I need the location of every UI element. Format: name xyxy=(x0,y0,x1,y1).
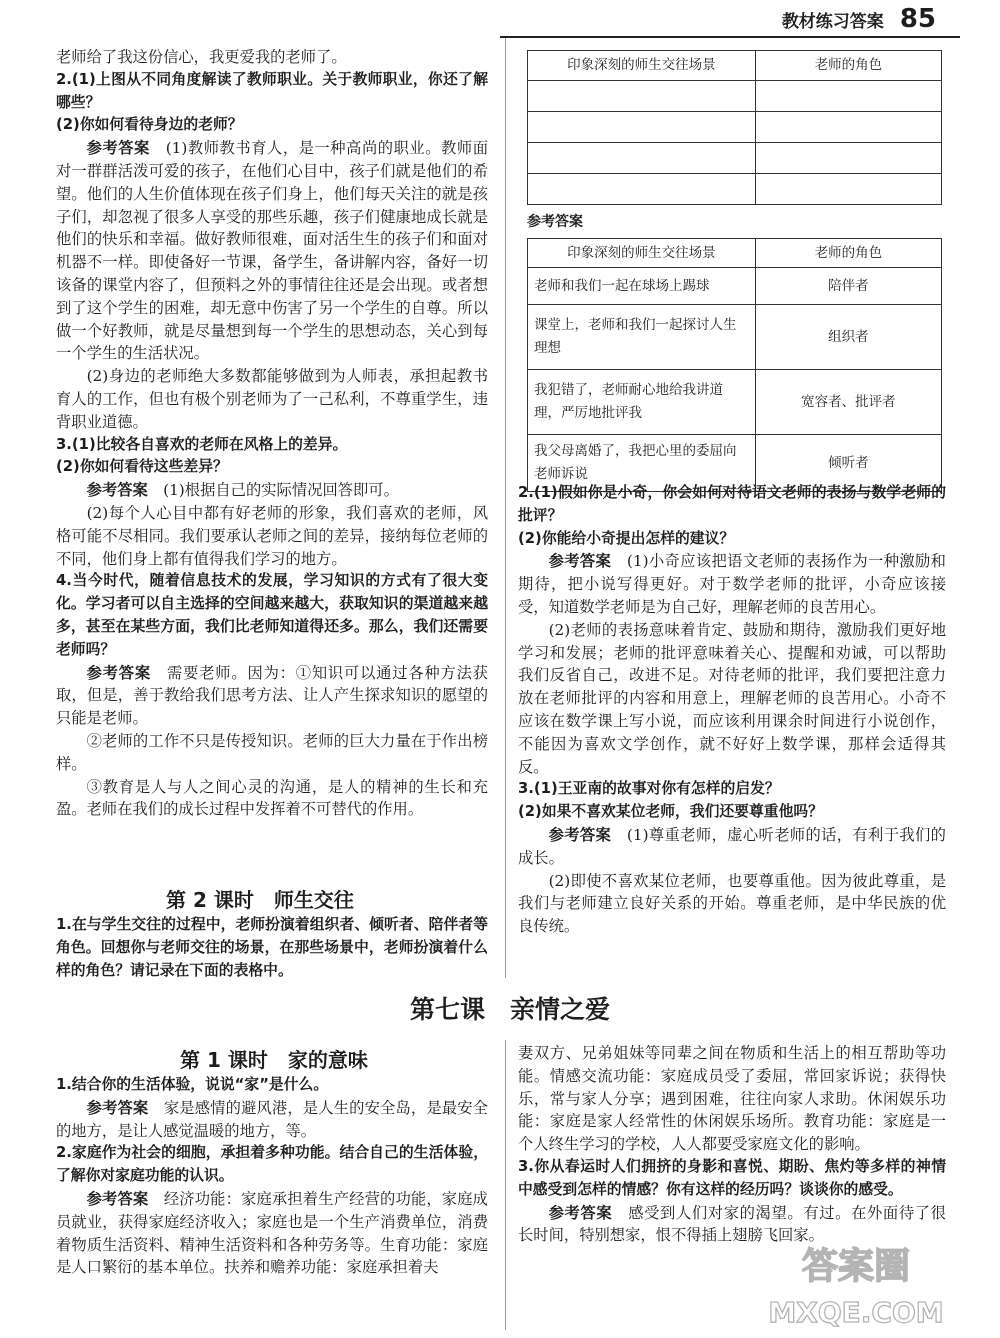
answer-table-row xyxy=(528,370,942,435)
blank-table-cell xyxy=(528,111,756,142)
answer-continuation: ②老师的工作不只是传授知识。老师的巨大力量在于作出榜样。 xyxy=(56,731,488,773)
answer-label: 参考答案 xyxy=(86,139,150,158)
answer-table-header-role: 老师的角色 xyxy=(755,238,941,268)
question-text: 3.你从春运时人们拥挤的身影和喜悦、期盼、焦灼等多样的神情中感受到怎样的情感？你有这样的经历吗？谈谈你的感受。 xyxy=(518,1157,946,1198)
answer-paragraph xyxy=(518,824,946,870)
answer-label: 参考答案 xyxy=(548,552,612,571)
answer-table-label: 参考答案 xyxy=(527,213,583,230)
answer-paragraph xyxy=(56,662,488,730)
blank-table-cell xyxy=(755,80,941,111)
answer-table-header-scene: 印象深刻的师生交往场景 xyxy=(528,238,756,268)
column-divider-bottom xyxy=(505,1040,506,1330)
answer-text: (1)小奇应该把语文老师的表扬作为一种激励和期待，把小说写得更好。对于数学老师的批评，小奇应该接受，知道数学老师是为自己好，理解老师的良苦用心。 xyxy=(518,552,946,616)
answer-continuation: (2)每个人心目中都有好老师的形象，我们喜欢的老师，风格可能不尽相同。我们要承认老师之间的差异，接纳每位老师的不同，他们身上都有值得我们学习的地方。 xyxy=(56,503,488,568)
answer-table-row xyxy=(528,268,942,305)
answer-label: 参考答案 xyxy=(548,825,612,844)
watermark-main: 答案圈 xyxy=(801,1246,911,1287)
answer-label: 参考答案 xyxy=(86,1098,149,1117)
page-header xyxy=(782,4,936,34)
watermark-logo xyxy=(738,1238,974,1334)
watermark-sub: MXQE.COM xyxy=(768,1296,944,1329)
answer-paragraph xyxy=(518,550,946,618)
role-cell: 宽容者、批评者 xyxy=(755,370,941,435)
question-text: 3.(1)王亚南的故事对你有怎样的启发？ xyxy=(518,780,780,798)
question-text: (2)你能给小奇提出怎样的建议？ xyxy=(518,529,735,547)
body-text: 妻双方、兄弟姐妹等同辈之间在物质和生活上的相互帮助等功能。情感交流功能：家庭成员受了委屈，常回家诉说；获得快乐，常与家人分享；遇到困难，往往向家人求助。休闲娱乐功能：家庭是家人经常性的休闲娱乐场所。教育功能：家庭是一个人终生学习的学校，人人都要受家庭文化的影响。 xyxy=(518,1044,946,1154)
left-column xyxy=(56,46,488,821)
answer-text: (1)尊重老师，虚心听老师的话，有利于我们的成长。 xyxy=(518,825,946,867)
header-rule xyxy=(500,36,960,38)
bottom-right-column xyxy=(518,1042,946,1247)
blank-table-row xyxy=(528,111,942,142)
blank-table xyxy=(527,50,942,205)
blank-table-row xyxy=(528,173,942,204)
scene-cell: 我犯错了，老师耐心地给我讲道理，严厉地批评我 xyxy=(528,370,756,435)
question-text: (2)你如何看待这些差异？ xyxy=(56,458,228,476)
chapter7-lesson1-heading: 第 1 课时 家的意味 xyxy=(180,1048,368,1072)
answer-label: 参考答案 xyxy=(548,1203,613,1222)
answer-label: 参考答案 xyxy=(86,481,148,500)
tables-block xyxy=(527,50,942,492)
answer-text: 家是感情的避风港，是人生的安全岛，是最安全的地方，是让人感觉温暖的地方，等。 xyxy=(56,1098,488,1140)
answer-continuation: (2)老师的表扬意味着肯定、鼓励和期待，激励我们更好地学习和发展；老师的批评意味着关心、提醒和劝诫，可以帮助我们反省自己，改进不足。对待老师的批评，我们要把注意力放在老师批评的内容和用意上，理解老师的良苦用心。小奇不应该在数学课上写小说，而应该利用课余时间进行小说创作，不能因为喜欢文学创作，就不好好上数学课，那样会适得其反。 xyxy=(518,620,946,776)
question-text: 2.(1)假如你是小奇，你会如何对待语文老师的表扬与数学老师的批评？ xyxy=(518,484,946,524)
blank-table-cell xyxy=(755,142,941,173)
question-text: 2.(1)上图从不同角度解读了教师职业。关于教师职业，你还了解哪些？ xyxy=(56,70,488,111)
answer-paragraph xyxy=(56,137,488,365)
scene-cell: 老师和我们一起在球场上踢球 xyxy=(528,268,756,305)
blank-table-cell xyxy=(755,111,941,142)
question-text: 4.当今时代，随着信息技术的发展，学习知识的方式有了很大变化。学习者可以自主选择的空间越来越大，获取知识的渠道越来越多，甚至在某些方面，我们比老师知道得还多。那么，我们还需要老师吗？ xyxy=(56,572,488,658)
role-cell: 陪伴者 xyxy=(755,268,941,305)
answer-text: 经济功能：家庭承担着生产经营的功能，家庭成员就业，获得家庭经济收入；家庭也是一个生产消费单位，消费着物质生活资料、精神生活资料和各种劳务等。生育功能：家庭是人口繁衍的基本单位。扶养和赡养功能：家庭承担着夫 xyxy=(56,1189,488,1277)
question-text: (2)如果不喜欢某位老师，我们还要尊重他吗？ xyxy=(518,803,823,821)
blank-table-cell xyxy=(528,173,756,204)
role-cell: 倾听者 xyxy=(755,435,941,492)
blank-table-row xyxy=(528,142,942,173)
answer-label: 参考答案 xyxy=(86,1189,149,1208)
question-text: 2.家庭作为社会的细胞，承担着多种功能。结合自己的生活体验，了解你对家庭功能的认识。 xyxy=(56,1144,488,1185)
blank-table-header-scene: 印象深刻的师生交往场景 xyxy=(528,51,756,81)
answer-text: (1)根据自己的实际情况回答即可。 xyxy=(163,481,399,500)
role-cell: 组织者 xyxy=(755,305,941,370)
lesson2-question: 1.在与学生交往的过程中，老师扮演着组织者、倾听者、陪伴者等角色。回想你与老师交往的场景，在那些场景中，老师扮演着什么样的角色？请记录在下面的表格中。 xyxy=(56,916,488,979)
answer-continuation: (2)身边的老师绝大多数都能够做到为人师表，承担起教书育人的工作，但也有极个别老师为了一己私利，不尊重学生，违背职业道德。 xyxy=(56,367,488,431)
answer-paragraph xyxy=(56,1097,488,1143)
answer-text: 感受到人们对家的渴望。有过。在外面待了很长时间，特别想家，恨不得插上翅膀飞回家。 xyxy=(518,1203,946,1245)
answer-paragraph xyxy=(56,479,488,502)
blank-table-row xyxy=(528,80,942,111)
question-text: 1.结合你的生活体验，说说“家”是什么。 xyxy=(56,1076,329,1093)
blank-table-cell xyxy=(528,142,756,173)
question-text: (2)你如何看待身边的老师？ xyxy=(56,116,243,134)
header-title: 教材练习答案 xyxy=(781,12,884,32)
answer-table-row xyxy=(528,305,942,370)
scene-cell: 课堂上，老师和我们一起探讨人生理想 xyxy=(528,305,756,370)
answer-label: 参考答案 xyxy=(86,663,151,682)
lesson2-question-block xyxy=(56,914,488,982)
right-column xyxy=(518,482,946,938)
column-divider-top xyxy=(505,38,506,978)
blank-table-cell xyxy=(528,80,756,111)
blank-table-header-role: 老师的角色 xyxy=(755,51,941,81)
answer-text: 需要老师。因为：①知识可以通过各种方法获取，但是，善于教给我们思考方法、让人产生探求知识的愿望的只能是老师。 xyxy=(56,663,488,728)
question-text: 3.(1)比较各自喜欢的老师在风格上的差异。 xyxy=(56,435,348,453)
answer-text: (1)教师教书育人，是一种高尚的职业。教师面对一群群活泼可爱的孩子，在他们心目中，孩子们就是他们的希望。他们的人生价值体现在孩子们身上，他们每天关注的就是孩子们，却忽视了很多人享受的那些乐趣，孩子们健康地成长就是他们的快乐和幸福。做好教师很难，面对活生生的孩子们和面对机器不一样。即使备好一节课，备学生，备讲解内容，备好一切该备的课堂内容了，但预料之外的事情往往还是会出现。或者想到了这个学生的困难，却无意中伤害了另一个学生的自尊。所以做一个好教师，就是尽量想到每一个学生的思想动态，关心到每一个学生的生活状况。 xyxy=(56,139,488,363)
lesson2-heading: 第 2 课时 师生交往 xyxy=(166,888,354,912)
chapter7-heading: 第七课 亲情之爱 xyxy=(410,995,611,1024)
blank-table-cell xyxy=(755,173,941,204)
answer-continuation: (2)即使不喜欢某位老师，也要尊重他。因为彼此尊重，是我们与老师建立良好关系的开始。尊重老师，是中华民族的优良传统。 xyxy=(518,871,946,936)
scene-cell: 我父母离婚了，我把心里的委屈向老师诉说 xyxy=(528,435,756,492)
page-number: 85 xyxy=(899,4,936,34)
body-text: 老师给了我这份信心，我更爱我的老师了。 xyxy=(56,48,347,66)
answer-table xyxy=(527,238,942,493)
bottom-left-column xyxy=(56,1074,488,1279)
answer-paragraph xyxy=(56,1188,488,1279)
answer-continuation: ③教育是人与人之间心灵的沟通，是人的精神的生长和充盈。老师在我们的成长过程中发挥着不可替代的作用。 xyxy=(56,777,488,819)
